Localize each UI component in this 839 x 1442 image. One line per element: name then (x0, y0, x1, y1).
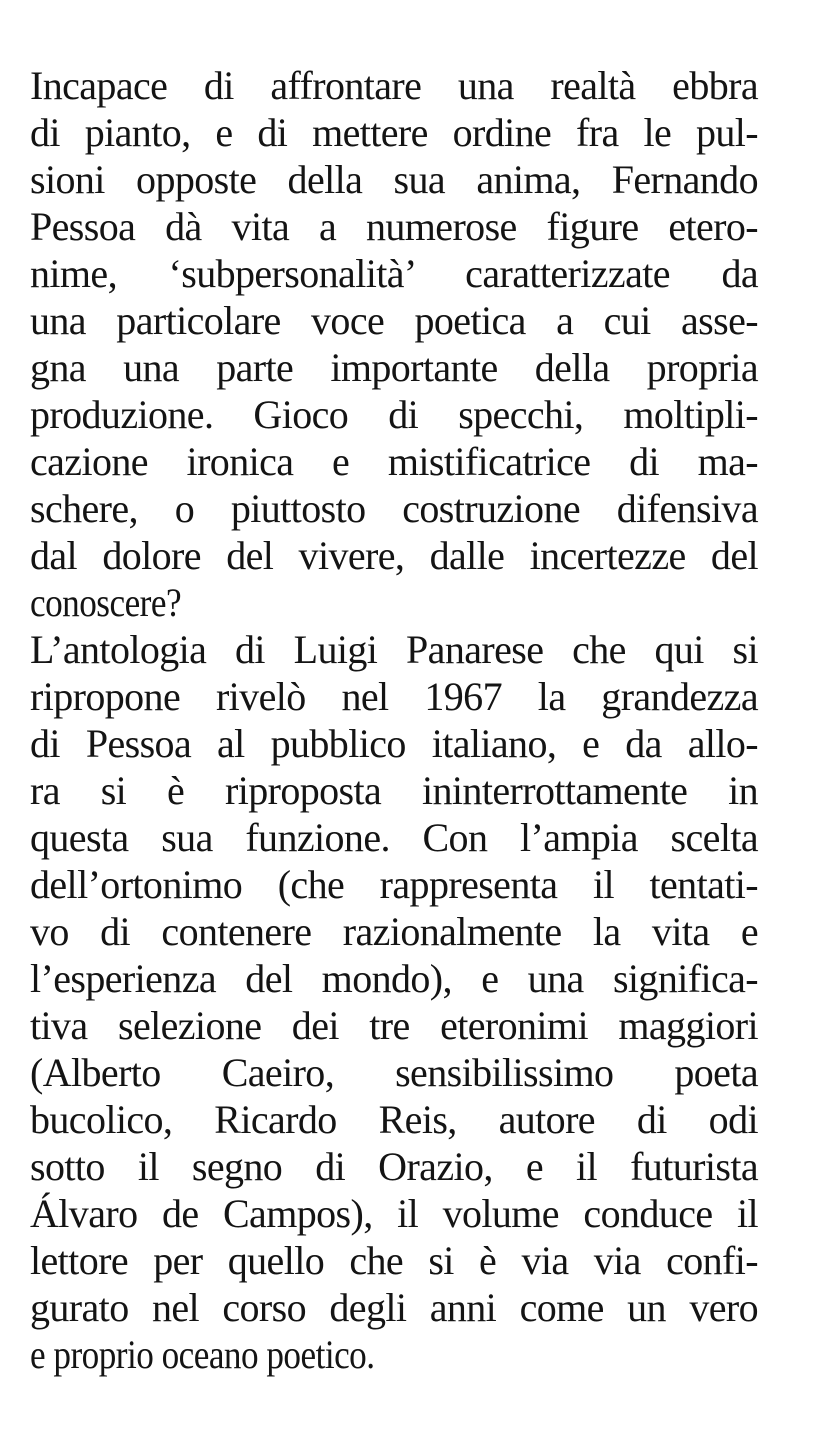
paragraph-intro (30, 62, 758, 626)
text-line: e proprio oceano poetico. (30, 1332, 375, 1377)
text-line: Álvaro de Campos), il volume conduce il (30, 1191, 758, 1236)
text-line: ripropone rivelò nel 1967 la grandezza (30, 674, 758, 719)
text-line: di pianto, e di mettere ordine fra le pul- (30, 110, 758, 155)
text-line: dal dolore del vivere, dalle incertezze del (30, 533, 758, 578)
text-line: lettore per quello che si è via via confi- (30, 1238, 758, 1283)
text-line: tiva selezione dei tre eteronimi maggiori (30, 1003, 758, 1048)
text-line: schere, o piuttosto costruzione difensiva (30, 486, 758, 531)
text-line: produzione. Gioco di specchi, moltipli- (30, 392, 758, 437)
text-line: sioni opposte della sua anima, Fernando (30, 157, 758, 202)
text-line: nime, ‘subpersonalità’ caratterizzate da (30, 251, 758, 296)
text-line: sotto il segno di Orazio, e il futurista (30, 1144, 758, 1189)
text-line: dell’ortonimo (che rappresenta il tentati- (30, 862, 758, 907)
text-line: Incapace di affrontare una realtà ebbra (30, 63, 758, 108)
text-line: Pessoa dà vita a numerose figure etero- (30, 204, 758, 249)
text-line: questa sua funzione. Con l’ampia scelta (30, 815, 758, 860)
paragraph-anthology (30, 626, 758, 1378)
text-line: conoscere? (30, 580, 182, 625)
text-line: ra si è riproposta ininterrottamente in (30, 768, 758, 813)
text-line: bucolico, Ricardo Reis, autore di odi (30, 1097, 758, 1142)
text-line: l’esperienza del mondo), e una significa- (30, 956, 758, 1001)
text-line: (Alberto Caeiro, sensibilissimo poeta (30, 1050, 758, 1095)
text-line: di Pessoa al pubblico italiano, e da allo- (30, 721, 758, 766)
blurb-text (30, 62, 758, 1378)
text-line: una particolare voce poetica a cui asse- (30, 298, 758, 343)
text-line: cazione ironica e mistificatrice di ma- (30, 439, 758, 484)
text-line: L’antologia di Luigi Panarese che qui si (30, 627, 758, 672)
text-line: gurato nel corso degli anni come un vero (30, 1285, 758, 1330)
text-line: vo di contenere razionalmente la vita e (30, 909, 758, 954)
text-line: gna una parte importante della propria (30, 345, 758, 390)
